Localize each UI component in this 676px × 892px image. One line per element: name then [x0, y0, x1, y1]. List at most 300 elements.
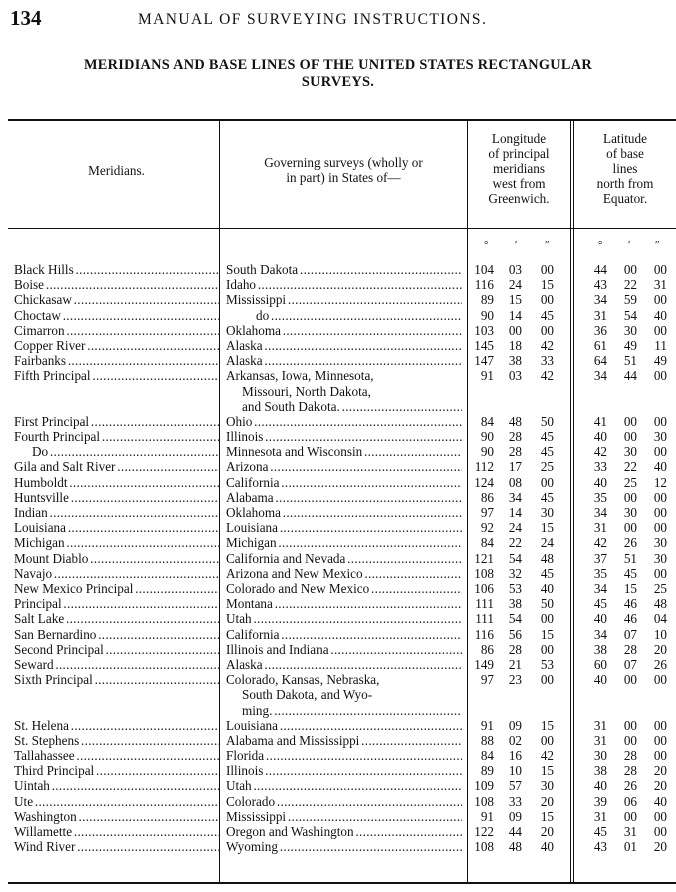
table-bottom-rule: [8, 882, 676, 884]
lon-minutes: 24: [508, 520, 522, 536]
lat-minutes: 15: [623, 580, 637, 596]
table-row: [0, 535, 676, 550]
governing-states: [226, 794, 462, 809]
lon-minutes: 14: [508, 505, 522, 521]
governing-states: [226, 338, 462, 353]
table-row: [0, 277, 676, 292]
meridian-name: Salt Lake . . .: [14, 611, 219, 626]
lon-seconds: 15: [540, 626, 554, 642]
lon-minutes: 56: [508, 626, 522, 642]
lat-minutes: 00: [623, 732, 637, 748]
lat-seconds: 49: [653, 353, 667, 369]
governing-states-line: Alaska . . .: [226, 657, 462, 672]
governing-states-line: Wyoming . . .: [226, 839, 462, 854]
lat-seconds: 00: [653, 520, 667, 536]
lat-seconds: 25: [653, 580, 667, 596]
lat-degrees: 31: [593, 717, 607, 733]
lat-degree-symbol: °: [598, 239, 603, 251]
governing-states-line: Minnesota and Wisconsin . . .: [226, 444, 462, 459]
lon-minutes: 24: [508, 277, 522, 293]
governing-states: [226, 581, 462, 596]
governing-states: [226, 414, 462, 429]
governing-states-line: and South Dakota. . . .: [226, 399, 462, 414]
lon-minutes: 38: [508, 596, 522, 612]
meridian-name: Sixth Principal . . .: [14, 672, 219, 687]
lat-minutes: 00: [623, 262, 637, 277]
lon-minutes: 10: [508, 763, 522, 779]
lon-minutes: 15: [508, 292, 522, 308]
meridian-name: Second Principal . . .: [14, 642, 219, 657]
governing-states-line: Colorado and New Mexico . . .: [226, 581, 462, 596]
lat-degrees: 41: [593, 413, 607, 429]
lat-degrees: 36: [593, 322, 607, 338]
governing-states: [226, 672, 462, 718]
lat-minutes: 00: [623, 808, 637, 824]
governing-states: [226, 368, 462, 414]
lon-minutes: 08: [508, 474, 522, 490]
lon-degrees: 90: [480, 444, 494, 460]
lon-seconds: 00: [540, 732, 554, 748]
lon-degrees: 86: [480, 489, 494, 505]
lon-seconds: 00: [540, 262, 554, 277]
lat-minutes: 07: [623, 656, 637, 672]
table-row: [0, 551, 676, 566]
lon-seconds: 00: [540, 672, 554, 688]
table-row: [0, 292, 676, 307]
table-row: [0, 353, 676, 368]
governing-states-line: Illinois . . .: [226, 763, 462, 778]
lat-seconds: 31: [653, 277, 667, 293]
lon-degrees: 97: [480, 672, 494, 688]
lat-seconds: 00: [653, 262, 667, 277]
lon-minutes: 34: [508, 489, 522, 505]
table-row: [0, 475, 676, 490]
lat-seconds: 00: [653, 444, 667, 460]
table-row: [0, 444, 676, 459]
lat-seconds: 11: [654, 337, 667, 353]
table-row: [0, 323, 676, 338]
governing-states-line: Mississippi . . .: [226, 809, 462, 824]
table-row: [0, 657, 676, 672]
lat-minutes: 30: [623, 444, 637, 460]
lat-minutes: 22: [623, 459, 637, 475]
lat-seconds: 00: [653, 808, 667, 824]
table-row: [0, 414, 676, 429]
governing-states-line: Arizona . . .: [226, 459, 462, 474]
lon-degrees: 109: [474, 778, 494, 794]
lat-minutes: 00: [623, 520, 637, 536]
meridian-name: Fourth Principal . . .: [14, 429, 219, 444]
table-row: [0, 262, 676, 277]
lat-seconds: 10: [653, 626, 667, 642]
lat-minutes: 28: [623, 641, 637, 657]
lon-seconds: 00: [540, 474, 554, 490]
meridian-name: Mount Diablo . . .: [14, 551, 219, 566]
governing-states: [226, 642, 462, 657]
lon-minutes: 09: [508, 808, 522, 824]
meridian-name: Boise . . .: [14, 277, 219, 292]
table-row: [0, 718, 676, 733]
lat-minutes: 00: [623, 413, 637, 429]
lon-minutes: 53: [508, 580, 522, 596]
lon-degrees: 111: [475, 611, 494, 627]
lon-degrees: 116: [474, 277, 494, 293]
column-header-longitude: Longitude of principal meridians west from Greenwich.: [488, 131, 550, 206]
lat-degrees: 31: [593, 808, 607, 824]
table-row: [0, 824, 676, 839]
governing-states-line: Oklahoma . . .: [226, 323, 462, 338]
table-row: [0, 642, 676, 657]
lon-seconds: 15: [540, 763, 554, 779]
lat-minutes: 45: [623, 565, 637, 581]
meridian-name: Huntsville . . .: [14, 490, 219, 505]
lon-degrees: 91: [480, 717, 494, 733]
lat-minutes: 46: [623, 596, 637, 612]
table-row: [0, 490, 676, 505]
lat-degrees: 43: [593, 277, 607, 293]
governing-states: [226, 627, 462, 642]
lon-minutes: 28: [508, 444, 522, 460]
lon-degrees: 147: [474, 353, 494, 369]
lon-seconds: 30: [540, 505, 554, 521]
lon-degrees: 91: [480, 368, 494, 384]
governing-states: [226, 459, 462, 474]
table-row: [0, 505, 676, 520]
meridian-name: St. Stephens . . .: [14, 733, 219, 748]
meridian-name: Michigan . . .: [14, 535, 219, 550]
lat-degrees: 40: [593, 611, 607, 627]
governing-states-line: Oregon and Washington . . .: [226, 824, 462, 839]
lon-seconds: 45: [540, 489, 554, 505]
table-row: [0, 429, 676, 444]
table-row: [0, 308, 676, 323]
column-header-latitude: Latitude of base lines north from Equator.: [596, 131, 654, 206]
lat-minutes: 30: [623, 322, 637, 338]
lon-degrees: 90: [480, 307, 494, 323]
page-number: 134: [10, 6, 42, 30]
lat-seconds: 00: [653, 732, 667, 748]
lon-seconds: 33: [540, 353, 554, 369]
governing-states-line: Oklahoma . . .: [226, 505, 462, 520]
lat-degrees: 42: [593, 444, 607, 460]
lat-degrees: 40: [593, 474, 607, 490]
lon-minutes: 33: [508, 793, 522, 809]
lat-degrees: 61: [593, 337, 607, 353]
lon-degrees: 88: [480, 732, 494, 748]
table-row: [0, 459, 676, 474]
lon-degrees: 104: [474, 262, 494, 277]
meridian-name: Washington . . .: [14, 809, 219, 824]
lon-degrees: 108: [474, 839, 494, 855]
meridian-name: Uintah . . .: [14, 778, 219, 793]
lon-minutes: 28: [508, 429, 522, 445]
lat-degrees: 64: [593, 353, 607, 369]
lon-degrees: 86: [480, 641, 494, 657]
running-title: MANUAL OF SURVEYING INSTRUCTIONS.: [138, 11, 488, 28]
table-row: [0, 566, 676, 581]
lat-degrees: 34: [593, 292, 607, 308]
lon-minutes: 02: [508, 732, 522, 748]
governing-states: [226, 323, 462, 338]
meridian-name: Louisiana . . .: [14, 520, 219, 535]
lon-degrees: 106: [474, 580, 494, 596]
lat-seconds: 30: [653, 429, 667, 445]
lon-degrees: 84: [480, 748, 494, 764]
lat-degrees: 45: [593, 596, 607, 612]
table-row: [0, 794, 676, 809]
lat-minutes: 00: [623, 717, 637, 733]
governing-states: [226, 535, 462, 550]
governing-states-line: Florida . . .: [226, 748, 462, 763]
lat-seconds: 00: [653, 489, 667, 505]
lat-minutes: 25: [623, 474, 637, 490]
table-row: [0, 672, 676, 718]
governing-states-line: Arkansas, Iowa, Minnesota,: [226, 368, 374, 384]
lat-minute-symbol: ′: [628, 239, 631, 251]
lat-minutes: 30: [623, 505, 637, 521]
governing-states: [226, 505, 462, 520]
governing-states-line: California . . .: [226, 627, 462, 642]
lon-seconds: 40: [540, 580, 554, 596]
governing-states: [226, 429, 462, 444]
table-row: [0, 596, 676, 611]
lon-degrees: 116: [474, 626, 494, 642]
governing-states: [226, 353, 462, 368]
table-row: [0, 778, 676, 793]
lat-seconds: 30: [653, 550, 667, 566]
meridian-name: Navajo . . .: [14, 566, 219, 581]
lon-minutes: 32: [508, 565, 522, 581]
lon-seconds: 00: [540, 611, 554, 627]
governing-states-line: Alaska . . .: [226, 338, 462, 353]
lon-minutes: 38: [508, 353, 522, 369]
page-header: [6, 6, 668, 30]
lat-degrees: 31: [593, 520, 607, 536]
meridian-name: First Principal . . .: [14, 414, 219, 429]
table-row: [0, 809, 676, 824]
governing-states: [226, 475, 462, 490]
governing-states-line: Montana . . .: [226, 596, 462, 611]
lon-minutes: 18: [508, 337, 522, 353]
lat-minutes: 46: [623, 611, 637, 627]
table-row: [0, 748, 676, 763]
governing-states: [226, 733, 462, 748]
lat-seconds: 00: [653, 565, 667, 581]
lon-minutes: 44: [508, 824, 522, 839]
lon-seconds: 00: [540, 322, 554, 338]
lat-minutes: 51: [623, 353, 637, 369]
meridian-name: Willamette . . .: [14, 824, 219, 839]
lon-minutes: 48: [508, 413, 522, 429]
lon-minutes: 17: [508, 459, 522, 475]
lat-seconds: 40: [653, 459, 667, 475]
governing-states-line: South Dakota . . .: [226, 262, 462, 277]
lat-minutes: 49: [623, 337, 637, 353]
lat-seconds: 40: [653, 793, 667, 809]
lat-seconds: 20: [653, 839, 667, 855]
lat-second-symbol: ″: [655, 239, 660, 251]
governing-states-line: Michigan . . .: [226, 535, 462, 550]
governing-states: [226, 657, 462, 672]
governing-states: [226, 809, 462, 824]
lon-seconds: 30: [540, 778, 554, 794]
lat-degrees: 42: [593, 535, 607, 551]
meridian-name: San Bernardino . . .: [14, 627, 219, 642]
meridian-name: St. Helena . . .: [14, 718, 219, 733]
governing-states-line: Louisiana . . .: [226, 520, 462, 535]
lon-seconds: 00: [540, 292, 554, 308]
meridian-name: Ute . . .: [14, 794, 219, 809]
meridian-name: Copper River . . .: [14, 338, 219, 353]
lat-minutes: 31: [623, 824, 637, 839]
meridian-name: Fifth Principal . . .: [14, 368, 219, 383]
lat-seconds: 20: [653, 778, 667, 794]
lat-seconds: 00: [653, 368, 667, 384]
lat-minutes: 54: [623, 307, 637, 323]
lat-degrees: 43: [593, 839, 607, 855]
lat-degrees: 60: [593, 656, 607, 672]
governing-states-line: Alaska . . .: [226, 353, 462, 368]
header-bottom-rule: [8, 228, 676, 229]
lon-seconds: 15: [540, 520, 554, 536]
governing-states: [226, 566, 462, 581]
governing-states: [226, 551, 462, 566]
table-row: [0, 627, 676, 642]
lon-degrees: 122: [474, 824, 494, 839]
lat-degrees: 40: [593, 778, 607, 794]
table-row: [0, 839, 676, 854]
table-row: [0, 763, 676, 778]
governing-states-line: Alabama . . .: [226, 490, 462, 505]
lat-degrees: 31: [593, 732, 607, 748]
lon-minutes: 03: [508, 368, 522, 384]
lat-degrees: 35: [593, 489, 607, 505]
column-header-meridians: Meridians.: [88, 163, 145, 178]
meridian-name: Fairbanks . . .: [14, 353, 219, 368]
lon-degrees: 84: [480, 413, 494, 429]
meridian-name: Cimarron . . .: [14, 323, 219, 338]
lat-degrees: 39: [593, 793, 607, 809]
lat-minutes: 44: [623, 368, 637, 384]
lat-seconds: 00: [653, 413, 667, 429]
lon-degrees: 91: [480, 808, 494, 824]
governing-states: [226, 748, 462, 763]
lon-degrees: 84: [480, 535, 494, 551]
lat-degrees: 30: [593, 748, 607, 764]
lon-degrees: 111: [475, 596, 494, 612]
meridian-name: Tallahassee . . .: [14, 748, 219, 763]
lon-degrees: 149: [474, 656, 494, 672]
table-body: [0, 262, 676, 854]
governing-states: [226, 308, 462, 323]
meridian-name: Chickasaw . . .: [14, 292, 219, 307]
table-row: [0, 338, 676, 353]
lon-seconds: 45: [540, 444, 554, 460]
lat-seconds: 00: [653, 292, 667, 308]
lon-seconds: 20: [540, 793, 554, 809]
meridian-name: Wind River . . .: [14, 839, 219, 854]
lat-seconds: 00: [653, 824, 667, 839]
governing-states-line: Illinois and Indiana . . .: [226, 642, 462, 657]
lat-degrees: 40: [593, 429, 607, 445]
lat-seconds: 20: [653, 641, 667, 657]
governing-states-line: ming. . . .: [226, 703, 462, 718]
lat-degrees: 44: [593, 262, 607, 277]
table-title-line-2: SURVEYS.: [301, 74, 375, 90]
governing-states: [226, 824, 462, 839]
governing-states: [226, 490, 462, 505]
governing-states-line: Colorado, Kansas, Nebraska,: [226, 672, 380, 688]
lon-minutes: 16: [508, 748, 522, 764]
meridian-name: Do . . .: [32, 444, 219, 459]
lat-minutes: 01: [623, 839, 637, 855]
lat-minutes: 59: [623, 292, 637, 308]
lon-minutes: 54: [508, 550, 522, 566]
lat-seconds: 00: [653, 748, 667, 764]
lon-seconds: 25: [540, 459, 554, 475]
governing-states-line: Arizona and New Mexico . . .: [226, 566, 462, 581]
lon-seconds: 40: [540, 839, 554, 855]
meridian-name: Choctaw . . .: [14, 308, 219, 323]
lon-minutes: 22: [508, 535, 522, 551]
lon-seconds: 45: [540, 429, 554, 445]
table-row: [0, 581, 676, 596]
lon-seconds: 50: [540, 596, 554, 612]
governing-states: [226, 763, 462, 778]
lon-seconds: 20: [540, 824, 554, 839]
lat-degrees: 38: [593, 641, 607, 657]
table-title: [0, 57, 676, 91]
lon-seconds: 42: [540, 337, 554, 353]
lat-seconds: 20: [653, 763, 667, 779]
lon-seconds: 45: [540, 565, 554, 581]
lat-degrees: 34: [593, 505, 607, 521]
meridian-name: Principal . . .: [14, 596, 219, 611]
table-row: [0, 733, 676, 748]
governing-states-line: Ohio . . .: [226, 414, 462, 429]
lat-degrees: 34: [593, 580, 607, 596]
lon-seconds: 50: [540, 413, 554, 429]
lon-seconds: 15: [540, 717, 554, 733]
lon-minutes: 48: [508, 839, 522, 855]
governing-states: [226, 839, 462, 854]
lon-minutes: 09: [508, 717, 522, 733]
lat-minutes: 22: [623, 277, 637, 293]
lon-degree-symbol: °: [484, 239, 489, 251]
lat-seconds: 30: [653, 535, 667, 551]
meridian-name: Third Principal . . .: [14, 763, 219, 778]
lon-degrees: 89: [480, 292, 494, 308]
lon-seconds: 48: [540, 550, 554, 566]
lon-minutes: 00: [508, 322, 522, 338]
lon-degrees: 124: [474, 474, 494, 490]
table-top-rule: [8, 119, 676, 121]
governing-states: [226, 520, 462, 535]
lat-seconds: 48: [653, 596, 667, 612]
lat-seconds: 00: [653, 322, 667, 338]
lon-degrees: 103: [474, 322, 494, 338]
governing-states-line: Utah . . .: [226, 778, 462, 793]
table-title-line-1: MERIDIANS AND BASE LINES OF THE UNITED STATES RECTANGULAR: [83, 57, 593, 73]
lon-seconds: 15: [540, 808, 554, 824]
lon-degrees: 108: [474, 793, 494, 809]
lat-minutes: 26: [623, 535, 637, 551]
lon-degrees: 90: [480, 429, 494, 445]
lat-minutes: 00: [623, 429, 637, 445]
lat-seconds: 00: [653, 505, 667, 521]
governing-states: [226, 262, 462, 277]
lon-seconds: 42: [540, 748, 554, 764]
